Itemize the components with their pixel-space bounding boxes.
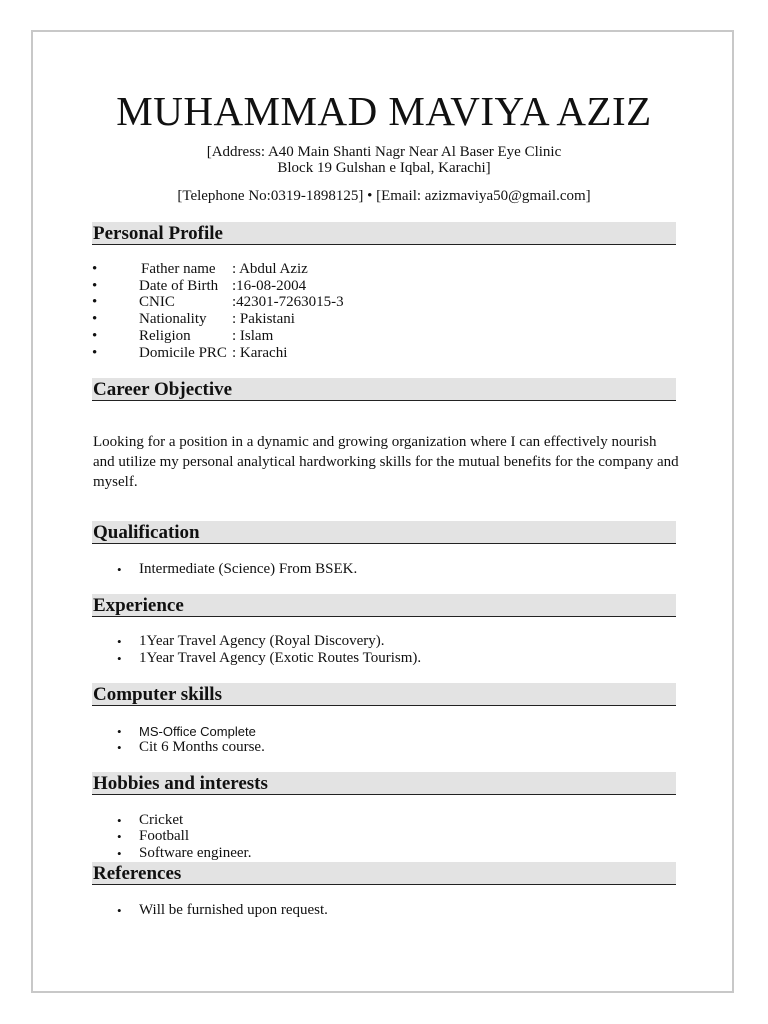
hobby-item: Software engineer.	[139, 845, 252, 861]
bullet: •	[117, 562, 122, 577]
profile-key: CNIC	[139, 294, 175, 310]
bullet: •	[117, 846, 122, 861]
career-objective-text: Looking for a position in a dynamic and growing organization where I can effectively nourish and utilize my personal analytical hardworking skills for the mutual benefits for the company and myself.	[93, 434, 679, 490]
profile-value: : Karachi	[232, 345, 288, 361]
profile-value: :16-08-2004	[232, 278, 307, 294]
profile-key: Father name	[141, 261, 216, 277]
address-line-1: [Address: A40 Main Shanti Nagr Near Al Baser Eye Clinic	[206, 144, 562, 160]
profile-value: :42301-7263015-3	[232, 294, 344, 310]
section-references	[92, 862, 676, 885]
bullet: •	[117, 903, 122, 918]
section-title: Experience	[93, 595, 184, 616]
bullet: •	[117, 829, 122, 844]
profile-key: Date of Birth	[139, 278, 219, 294]
reference-item: Will be furnished upon request.	[139, 902, 328, 918]
section-computer-skills	[92, 683, 676, 706]
profile-value: : Pakistani	[232, 311, 295, 327]
section-title: Hobbies and interests	[93, 773, 268, 794]
profile-key: Nationality	[139, 311, 207, 327]
section-title: Computer skills	[93, 684, 222, 705]
computer-skill-item: MS-Office Complete	[139, 724, 256, 739]
section-title: References	[93, 863, 182, 884]
profile-key: Religion	[139, 328, 191, 344]
bullet: •	[92, 311, 98, 327]
bullet: •	[117, 740, 122, 755]
section-hobbies	[92, 772, 676, 795]
section-title: Qualification	[93, 522, 200, 543]
contact-line: [Telephone No:0319-1898125] • [Email: azizmaviya50@gmail.com]	[177, 188, 591, 204]
experience-item: 1Year Travel Agency (Exotic Routes Tourism).	[139, 650, 422, 666]
profile-value: : Abdul Aziz	[232, 261, 308, 277]
hobby-item: Cricket	[139, 812, 184, 828]
section-title: Personal Profile	[93, 223, 223, 244]
bullet: •	[117, 724, 122, 739]
bullet: •	[92, 261, 98, 277]
section-title: Career Objective	[93, 379, 233, 400]
section-qualification	[92, 521, 676, 544]
bullet: •	[117, 634, 122, 649]
experience-item: 1Year Travel Agency (Royal Discovery).	[139, 633, 385, 649]
profile-value: : Islam	[232, 328, 274, 344]
bullet: •	[92, 328, 98, 344]
bullet: •	[92, 278, 98, 294]
section-career-objective	[92, 378, 676, 401]
bullet: •	[117, 813, 122, 828]
candidate-name: MUHAMMAD MAVIYA AZIZ	[116, 88, 652, 134]
qualification-item: Intermediate (Science) From BSEK.	[139, 561, 358, 577]
section-experience	[92, 594, 676, 617]
hobby-item: Football	[139, 828, 190, 844]
bullet: •	[117, 651, 122, 666]
computer-skill-item: Cit 6 Months course.	[139, 739, 265, 755]
profile-key: Domicile PRC	[139, 345, 227, 361]
bullet: •	[92, 345, 98, 361]
address-line-2: Block 19 Gulshan e Iqbal, Karachi]	[277, 160, 491, 176]
bullet: •	[92, 294, 98, 310]
section-personal-profile	[92, 222, 676, 245]
